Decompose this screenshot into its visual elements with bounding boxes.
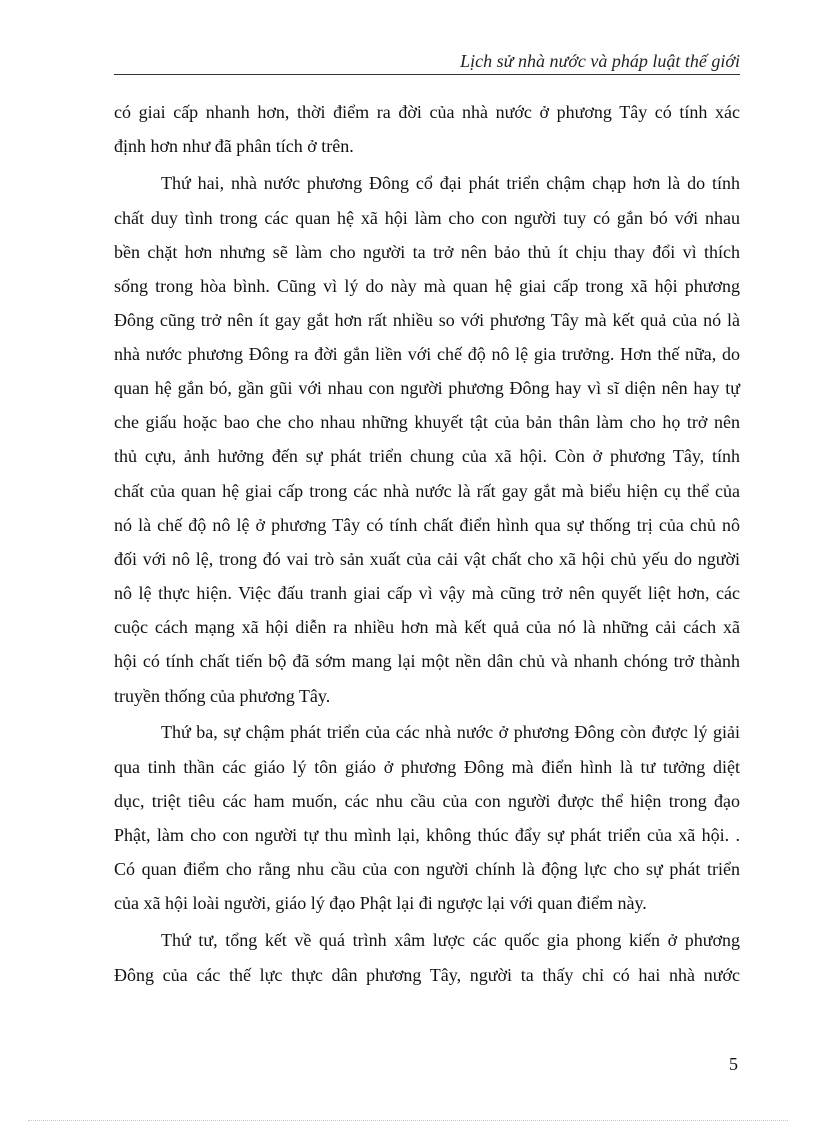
text-line: đối với nô lệ, trong đó vai trò sản xuất của cải vật chất cho xã hội chủ yếu do người xyxy=(114,549,740,569)
text-line: của xã hội loài người, giáo lý đạo Phật lại đi ngược lại với quan điểm này. xyxy=(114,893,647,913)
text-line: Thứ hai, nhà nước phương Đông cổ đại phát triển chậm chạp hơn là do tính xyxy=(161,173,740,193)
text-line: sống trong hòa bình. Cũng vì lý do này mà quan hệ giai cấp trong xã hội phương xyxy=(114,276,740,296)
text-line: nhà nước phương Đông ra đời gắn liền với chế độ nô lệ gia trưởng. Hơn thế nữa, do xyxy=(114,344,740,364)
text-line: Đông của các thế lực thực dân phương Tây, người ta thấy chỉ có hai nhà nước xyxy=(114,965,740,985)
text-line: thủ cựu, ảnh hưởng đến sự phát triển chung của xã hội. Còn ở phương Tây, tính xyxy=(114,446,740,466)
text-line: cuộc cách mạng xã hội diễn ra nhiều hơn mà kết quả của nó là những cải cách xã xyxy=(114,617,740,637)
text-line: nô lệ thực hiện. Việc đấu tranh giai cấp vì vậy mà cũng trở nên quyết liệt hơn, các xyxy=(114,583,740,603)
text-line: qua tinh thần các giáo lý tôn giáo ở phương Đông mà điển hình là tư tưởng diệt xyxy=(114,757,740,777)
text-line: che giấu hoặc bao che cho nhau những khuyết tật của bản thân làm cho họ trở nên xyxy=(114,412,740,432)
text-line: dục, triệt tiêu các ham muốn, các nhu cầu của con người được thể hiện trong đạo xyxy=(114,791,740,811)
text-line: quan hệ gắn bó, gần gũi với nhau con người phương Đông hay vì sĩ diện nên hay tự xyxy=(114,378,740,398)
text-line: chất duy tình trong các quan hệ xã hội làm cho con người tuy có gắn bó với nhau xyxy=(114,208,740,228)
page-number: 5 xyxy=(729,1054,738,1074)
footer-divider xyxy=(28,1120,788,1121)
text-line: truyền thống của phương Tây. xyxy=(114,686,331,706)
header-divider xyxy=(114,74,740,75)
text-line: hội có tính chất tiến bộ đã sớm mang lại một nền dân chủ và nhanh chóng trở thành xyxy=(114,651,740,671)
text-line: nó là chế độ nô lệ ở phương Tây có tính chất điển hình qua sự thống trị của chủ nô xyxy=(114,515,740,535)
text-line: Phật, làm cho con người tự thu mình lại, không thúc đẩy sự phát triển của xã hội. . xyxy=(114,825,740,845)
text-line: Đông cũng trở nên ít gay gắt hơn rất nhiều so với phương Tây mà kết quả của nó là xyxy=(114,310,740,330)
text-line: Có quan điểm cho rằng nhu cầu của con người chính là động lực cho sự phát triển xyxy=(114,859,740,879)
text-line: Thứ tư, tổng kết về quá trình xâm lược các quốc gia phong kiến ở phương xyxy=(161,930,740,950)
text-line: định hơn như đã phân tích ở trên. xyxy=(114,136,354,156)
text-line: Thứ ba, sự chậm phát triển của các nhà nước ở phương Đông còn được lý giải xyxy=(161,722,740,742)
text-line: chất của quan hệ giai cấp trong các nhà nước là rất gay gắt mà biểu hiện cụ thể của xyxy=(114,481,740,501)
text-line: bền chặt hơn nhưng sẽ làm cho người ta trở nên bảo thủ ít chịu thay đổi vì thích xyxy=(114,242,740,262)
text-line: có giai cấp nhanh hơn, thời điểm ra đời của nhà nước ở phương Tây có tính xác xyxy=(114,102,740,122)
running-header-title: Lịch sử nhà nước và pháp luật thế giới xyxy=(460,51,740,71)
